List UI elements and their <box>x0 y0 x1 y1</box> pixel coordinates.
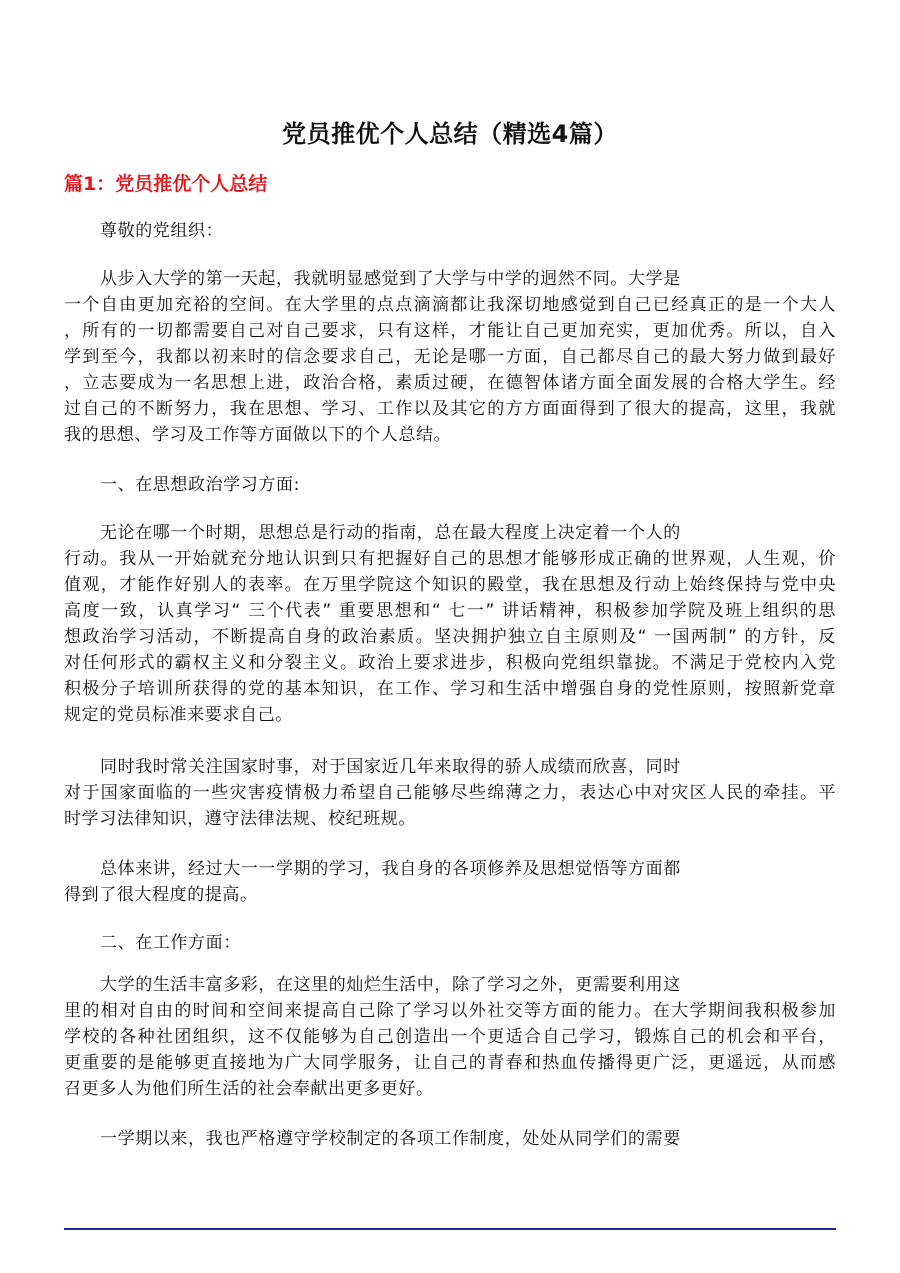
paragraph-line: ，立志要成为一名思想上进，政治合格，素质过硬，在德智体诸方面全面发展的合格大学生。经 <box>64 373 836 393</box>
paragraph-line: ，所有的一切都需要自己对自己要求，只有这样，才能让自己更加充实，更加优秀。所以，自入 <box>64 321 836 341</box>
paragraph-line: 对任何形式的霸权主义和分裂主义。政治上要求进步，积极向党组织靠拢。不满足于党校内入党 <box>64 653 836 673</box>
salutation: 尊敬的党组织： <box>100 221 224 241</box>
paragraph-line: 从步入大学的第一天起，我就明显感觉到了大学与中学的迥然不同。大学是 <box>100 269 681 289</box>
paragraph-line: 一个自由更加充裕的空间。在大学里的点点滴滴都让我深切地感觉到自己已经真正的是一个大人 <box>64 295 836 315</box>
paragraph-line: 学校的各种社团组织，这不仅能够为自己创造出一个更适合自己学习，锻炼自己的机会和平台， <box>64 1027 836 1047</box>
paragraph-line: 时学习法律知识，遵守法律法规、校纪班规。 <box>64 809 416 829</box>
section-heading: 篇1：党员推优个人总结 <box>64 173 268 195</box>
paragraph-line: 得到了很大程度的提高。 <box>64 885 258 905</box>
document-title: 党员推优个人总结（精选4篇） <box>282 120 618 148</box>
paragraph-line: 大学的生活丰富多彩，在这里的灿烂生活中，除了学习之外，更需要利用这 <box>100 975 681 995</box>
subheading-line: 一、在思想政治学习方面: <box>100 475 300 495</box>
paragraph-line: 更重要的是能够更直接地为广大同学服务，让自己的青春和热血传播得更广泛，更遥远，从而感 <box>64 1053 836 1073</box>
paragraph-line: 总体来讲，经过大一一学期的学习，我自身的各项修养及思想觉悟等方面都 <box>100 859 681 879</box>
paragraph-line: 想政治学习活动，不断提高自身的政治素质。坚决拥护独立自主原则及“ 一国两制” 的方针，反 <box>64 627 836 647</box>
paragraph-line: 一学期以来，我也严格遵守学校制定的各项工作制度，处处从同学们的需要 <box>100 1129 681 1149</box>
paragraph-line: 里的相对自由的时间和空间来提高自己除了学习以外社交等方面的能力。在大学期间我积极参加 <box>64 1001 836 1021</box>
paragraph-line: 值观，才能作好别人的表率。在万里学院这个知识的殿堂，我在思想及行动上始终保持与党中央 <box>64 575 836 595</box>
paragraph-line: 行动。我从一开始就充分地认识到只有把握好自己的思想才能够形成正确的世界观，人生观，价 <box>64 549 836 569</box>
paragraph-line: 学到至今，我都以初来时的信念要求自己，无论是哪一方面，自己都尽自己的最大努力做到最好 <box>64 347 836 367</box>
paragraph-line: 同时我时常关注国家时事，对于国家近几年来取得的骄人成绩而欣喜，同时 <box>100 757 681 777</box>
paragraph-line: 积极分子培训所获得的党的基本知识，在工作、学习和生活中增强自身的党性原则，按照新党章 <box>64 679 836 699</box>
footer-divider <box>64 1228 836 1230</box>
paragraph-line: 过自己的不断努力，我在思想、学习、工作以及其它的方方面面得到了很大的提高，这里，我就 <box>64 399 836 419</box>
paragraph-line: 对于国家面临的一些灾害疫情极力希望自己能够尽些绵薄之力，表达心中对灾区人民的牵挂。平 <box>64 783 836 803</box>
paragraph-line: 我的思想、学习及工作等方面做以下的个人总结。 <box>64 425 452 445</box>
paragraph-line: 规定的党员标准来要求自己。 <box>64 705 293 725</box>
paragraph-line: 高度一致，认真学习“ 三个代表” 重要思想和“ 七一” 讲话精神，积极参加学院及班上组织的思 <box>64 601 836 621</box>
paragraph-line: 召更多人为他们所生活的社会奉献出更多更好。 <box>64 1079 434 1099</box>
paragraph-line: 无论在哪一个时期，思想总是行动的指南，总在最大程度上决定着一个人的 <box>100 523 681 543</box>
subheading-line: 二、在工作方面： <box>100 933 241 953</box>
